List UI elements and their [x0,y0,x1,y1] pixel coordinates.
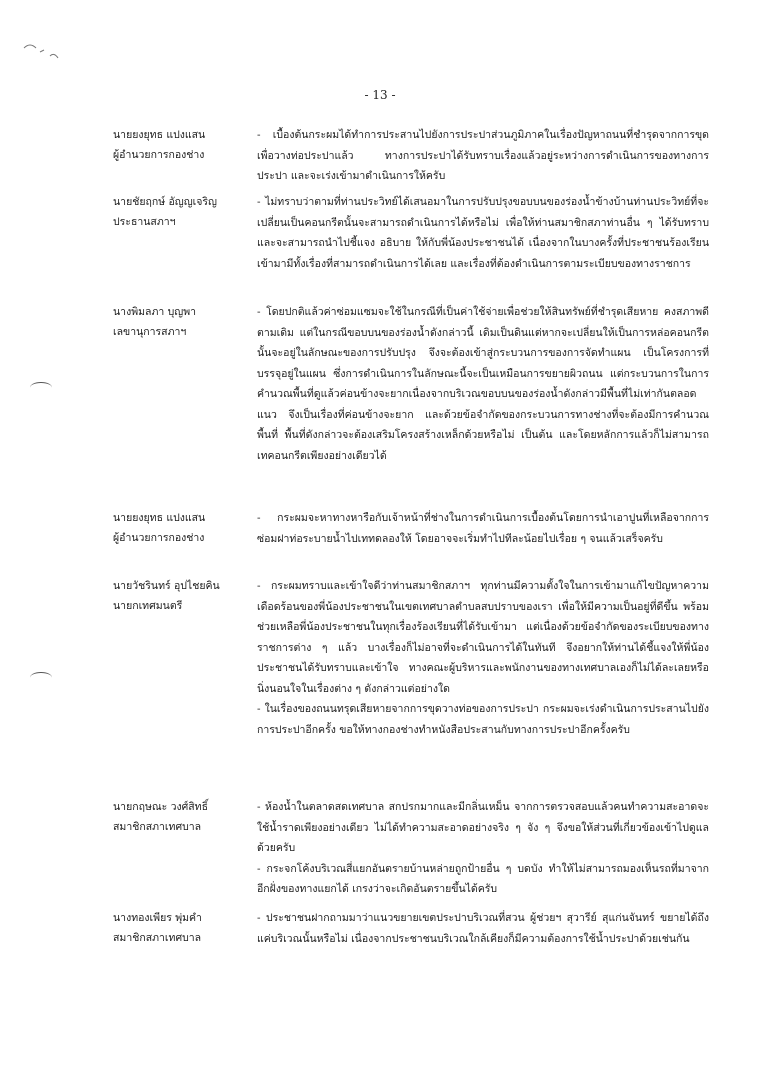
speaker-name: นายวัชรินทร์ อุปไชยคิน [113,580,220,592]
speech-paragraph: - ในเรื่องของถนนทรุดเสียหายจากการขุดวางท่อของการประปา กระผมจะเร่งดำเนินการประสานไปยังการประปาอีกครั้ง ขอให้ทางกองช่างทำหนังสือประสานกับทางการประปาอีกครั้งครับ [257,703,709,736]
margin-scribble-mark [22,40,62,62]
speech-paragraph: - กระจกโค้งบริเวณสี่แยกอันตรายบ้านหล่ายถูกป้ายอื่น ๆ บดบัง ทำให้ไม่สามารถมองเห็นรถที่มาจากอีกฝั่งของทางแยกได้ เกรงว่าจะเกิดอันตรายขึ้นได้ครับ [257,862,709,895]
speech-paragraph: - ประชาชนฝากถามมาว่าแนวขยายเขตประปาบริเวณที่สวน ผู้ช่วยฯ สุวารีย์ สุแก่นจันทร์ ขยายได้ถึงแค่บริเวณนั้นหรือไม่ เนื่องจากประชาชนบริเวณใกล้เคียงก็มีความต้องการใช้น้ำประปาด้วยเช่นกัน [257,912,709,945]
speech-text [257,125,709,187]
speech-text [257,908,709,949]
speaker-name: นายกฤษณะ วงศ์สิทธิ์ [113,801,209,813]
speaker-label [113,508,263,548]
speaker-name: นายยงยุทธ แปงแสน [113,512,206,524]
speaker-label [113,797,263,837]
speaker-label [113,192,263,232]
margin-binder-mark [30,382,52,393]
speaker-role: ประธานสภาฯ [113,216,176,228]
speaker-name: นายยงยุทธ แปงแสน [113,129,206,141]
speaker-label [113,125,263,165]
speech-paragraph: - กระผมจะหาทางหารือกับเจ้าหน้าที่ช่างในการดำเนินการเบื้องต้นโดยการนำเอาปูนที่เหลือจากการซ่อมฝาท่อระบายน้ำไปเททดลองให้ โดยอาจจะเริ่มทำไปทีละน้อยไปเรื่อย ๆ จนแล้วเสร็จครับ [257,512,709,545]
speaker-role: ผู้อำนวยการกองช่าง [113,149,205,161]
speaker-label [113,302,263,342]
speech-paragraph: - ไม่ทราบว่าตามที่ท่านประวิทย์ได้เสนอมาในการปรับปรุงขอบบนของร่องน้ำข้างบ้านท่านประวิทย์ที่จะเปลี่ยนเป็นคอนกรีตนั้นจะสามารถดำเนินการได้หรือไม่ เพื่อให้ท่านสมาชิกสภาท่านอื่น ๆ ได้รับทราบและจะสามารถนำไปชี้แจง อธิบาย ให้กับพี่น้องประชาชนได้ เนื่องจากในบางครั้งที่ประชาชนร้องเรียนเข้ามามีทั้งเรื่องที่สามารถดำเนินการได้เลย และเรื่องที่ต้องดำเนินการตามระเบียบของทางราชการ [257,196,709,270]
speaker-role: สมาชิกสภาเทศบาล [113,821,202,833]
speech-text [257,576,709,740]
speaker-name: นายชัยฤกษ์ อัญญเจริญ [113,196,218,208]
page-number: - 13 - [364,88,396,102]
speech-paragraph: - กระผมทราบและเข้าใจดีว่าท่านสมาชิกสภาฯ ทุกท่านมีความตั้งใจในการเข้ามาแก้ไขปัญหาความเดือดร้อนของพี่น้องประชาชนในเขตเทศบาลตำบลสบปราบของเรา เพื่อให้มีความเป็นอยู่ที่ดีขึ้น พร้อมช่วยเหลือพี่น้องประชาชนในทุกเรื่องร้องเรียนที่ได้รับเข้ามา แต่เนื่องด้วยข้อจำกัดของระเบียบของทางราชการต่าง ๆ แล้ว บางเรื่องก็ไม่อาจที่จะดำเนินการได้ในทันที จึงอยากให้ท่านได้ชี้แจงให้พี่น้องประชาชนได้รับทราบและเข้าใจ ทางคณะผู้บริหารและพนักงานของทางเทศบาลเองก็ไม่ได้ละเลยหรือนิ่งนอนใจในเรื่องต่าง ๆ ดังกล่าวแต่อย่างใด [257,580,709,695]
speech-text [257,302,709,466]
speech-paragraph: - เบื้องต้นกระผมได้ทำการประสานไปยังการประปาส่วนภูมิภาคในเรื่องปัญหาถนนที่ชำรุดจากการขุดเพื่อวางท่อประปาแล้ว ทางการประปาได้รับทราบเรื่องแล้วอยู่ระหว่างการดำเนินการของทางการประปา และจะเร่งเข้ามาดำเนินการให้ครับ [257,129,709,182]
speech-paragraph: - ห้องน้ำในตลาดสดเทศบาล สกปรกมากและมีกลิ่นเหม็น จากการตรวจสอบแล้วคนทำความสะอาดจะใช้น้ำราดเพียงอย่างเดียว ไม่ได้ทำความสะอาดอย่างจริง ๆ จัง ๆ จึงขอให้ส่วนที่เกี่ยวข้องเข้าไปดูแลด้วยครับ [257,801,709,854]
speech-paragraph: - โดยปกติแล้วค่าซ่อมแซมจะใช้ในกรณีที่เป็นค่าใช้จ่ายเพื่อช่วยให้สินทรัพย์ที่ชำรุดเสียหาย คงสภาพดีตามเดิม แต่ในกรณีขอบบนของร่องน้ำดังกล่าวนี้ เดิมเป็นดินแต่หากจะเปลี่ยนให้เป็นการหล่อคอนกรีตนั้นจะอยู่ในลักษณะของการปรับปรุง จึงจะต้องเข้าสู่กระบวนการของการจัดทำแผน เป็นโครงการที่บรรจุอยู่ในแผน ซึ่งการดำเนินการในลักษณะนี้จะเป็นเหมือนการขยายผิวถนน แต่กระบวนการในการคำนวณพื้นที่ดูแล้วค่อนข้างจะยากเนื่องจากบริเวณขอบบนของร่องน้ำดังกล่าวมีพื้นที่ไม่เท่ากันตลอดแนว จึงเป็นเรื่องที่ค่อนข้างจะยาก และด้วยข้อจำกัดของกระบวนการทางช่างที่จะต้องมีการคำนวณพื้นที่ พื้นที่ดังกล่าวจะต้องเสริมโครงสร้างเหล็กด้วยหรือไม่ เป็นต้น และโดยหลักการแล้วก็ไม่สามารถเทคอนกรีตเพียงอย่างเดียวได้ [257,306,709,462]
speaker-role: นายกเทศมนตรี [113,600,183,612]
speaker-role: สมาชิกสภาเทศบาล [113,932,202,944]
speaker-label [113,908,263,948]
speech-text [257,508,709,549]
speaker-name: นางพิมลภา บุญพา [113,306,197,318]
margin-binder-mark [30,672,52,683]
speaker-role: ผู้อำนวยการกองช่าง [113,532,205,544]
speech-text [257,192,709,274]
speaker-role: เลขานุการสภาฯ [113,326,187,338]
speaker-name: นางทองเพียร พุ่มคำ [113,912,202,924]
speaker-label [113,576,263,616]
speech-text [257,797,709,900]
